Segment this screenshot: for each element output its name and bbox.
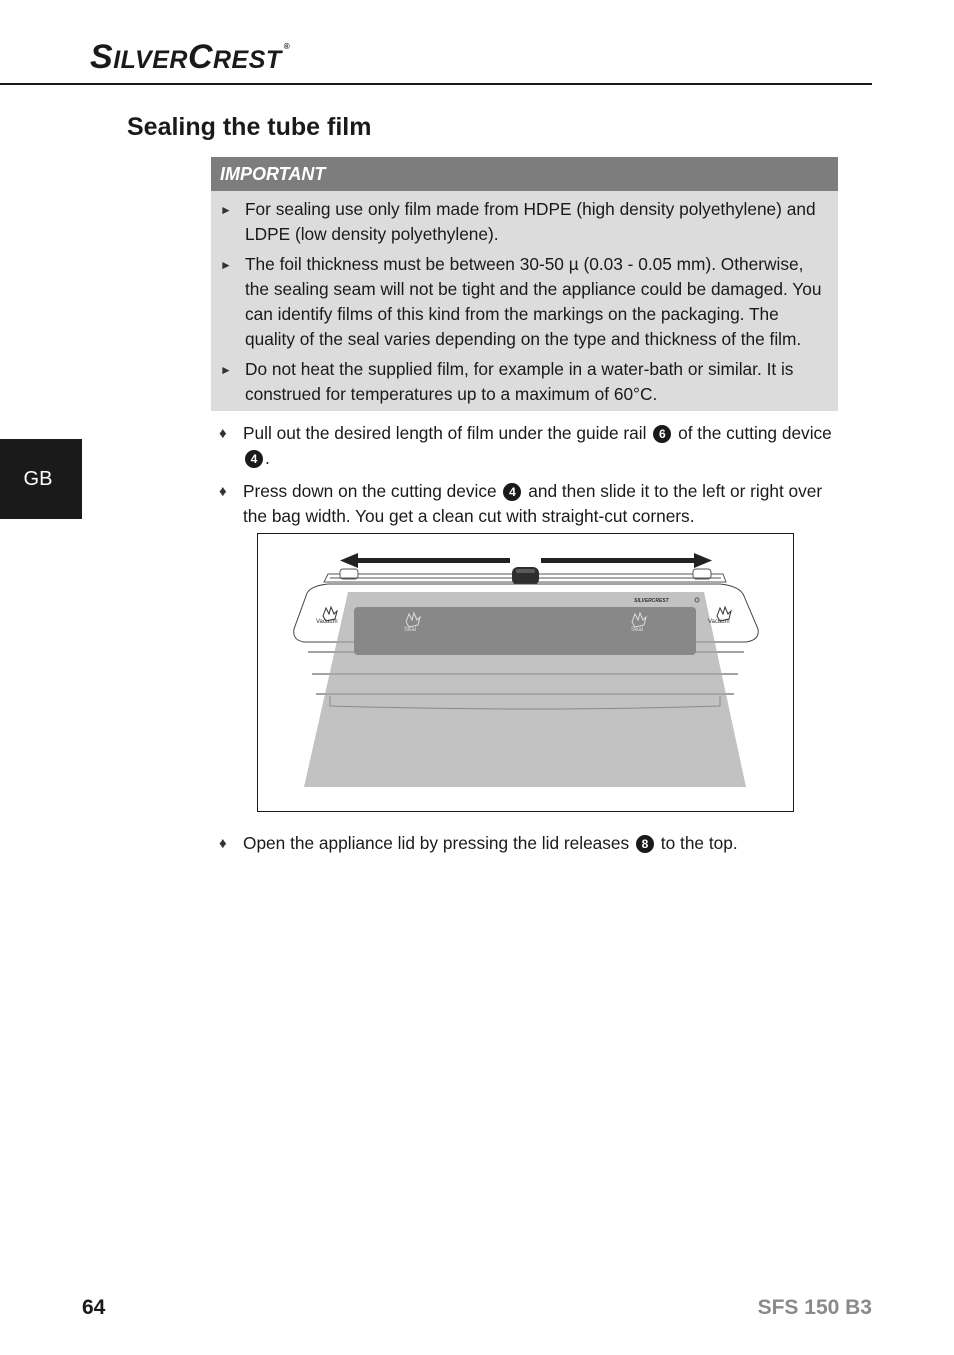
vacuum-sealer-drawing bbox=[258, 534, 793, 811]
important-item: ► Do not heat the supplied film, for example in a water-bath or similar. It is construed for temperatures up to a maximum of 60°C. bbox=[220, 359, 794, 404]
appliance-illustration bbox=[257, 533, 794, 812]
seal-label-left: Seal bbox=[404, 627, 417, 633]
slide-right-arrow bbox=[541, 553, 712, 568]
seal-label-right: Seal bbox=[631, 627, 644, 633]
section-title: Sealing the tube film bbox=[127, 113, 372, 141]
appliance-logo: SILVERCREST bbox=[634, 598, 669, 604]
slide-left-arrow bbox=[340, 553, 510, 568]
vacuum-label-left: Vacuum bbox=[316, 619, 338, 625]
important-box bbox=[211, 157, 838, 411]
instruction-step: ♦ Open the appliance lid by pressing the lid releases 8 to the top. bbox=[219, 831, 835, 856]
pointer-arrow-icon: ► bbox=[220, 258, 232, 272]
vacuum-label-right: Vacuum bbox=[708, 619, 730, 625]
callout-number: 8 bbox=[636, 835, 654, 853]
diamond-bullet-icon: ♦ bbox=[219, 425, 227, 442]
language-tab: GB bbox=[0, 439, 82, 519]
callout-number: 6 bbox=[653, 425, 671, 443]
diamond-bullet-icon: ♦ bbox=[219, 835, 227, 852]
tube-film bbox=[304, 592, 746, 787]
pointer-arrow-icon: ► bbox=[220, 203, 232, 217]
pointer-arrow-icon: ► bbox=[220, 363, 232, 377]
cutting-device bbox=[512, 567, 539, 585]
silvercrest-logo: SILVERCREST ® bbox=[90, 38, 291, 76]
important-heading: IMPORTANT bbox=[211, 157, 838, 191]
callout-number: 4 bbox=[503, 483, 521, 501]
important-item: ► For sealing use only film made from HDPE (high density polyethylene) and LDPE (low density polyethylene). bbox=[220, 199, 816, 244]
header-rule bbox=[0, 83, 872, 85]
instruction-step: ♦ Press down on the cutting device 4 and then slide it to the left or right over the bag width. You get a clean cut with straight-cut corners. bbox=[219, 481, 823, 526]
model-name: SFS 150 B3 bbox=[757, 1296, 872, 1319]
diamond-bullet-icon: ♦ bbox=[219, 483, 227, 500]
instruction-step: ♦ Pull out the desired length of film under the guide rail 6 of the cutting device 4 . bbox=[219, 423, 832, 468]
callout-number: 4 bbox=[245, 450, 263, 468]
important-item: ► The foil thickness must be between 30-50 µ (0.03 - 0.05 mm). Otherwise, the sealing seam will not be tight and the appliance could be damaged. You can identify films of this kind from the markings on the packaging. The quality of the seal varies depending on the type and thickness of the film. bbox=[220, 254, 822, 349]
page-number: 64 bbox=[82, 1296, 106, 1319]
